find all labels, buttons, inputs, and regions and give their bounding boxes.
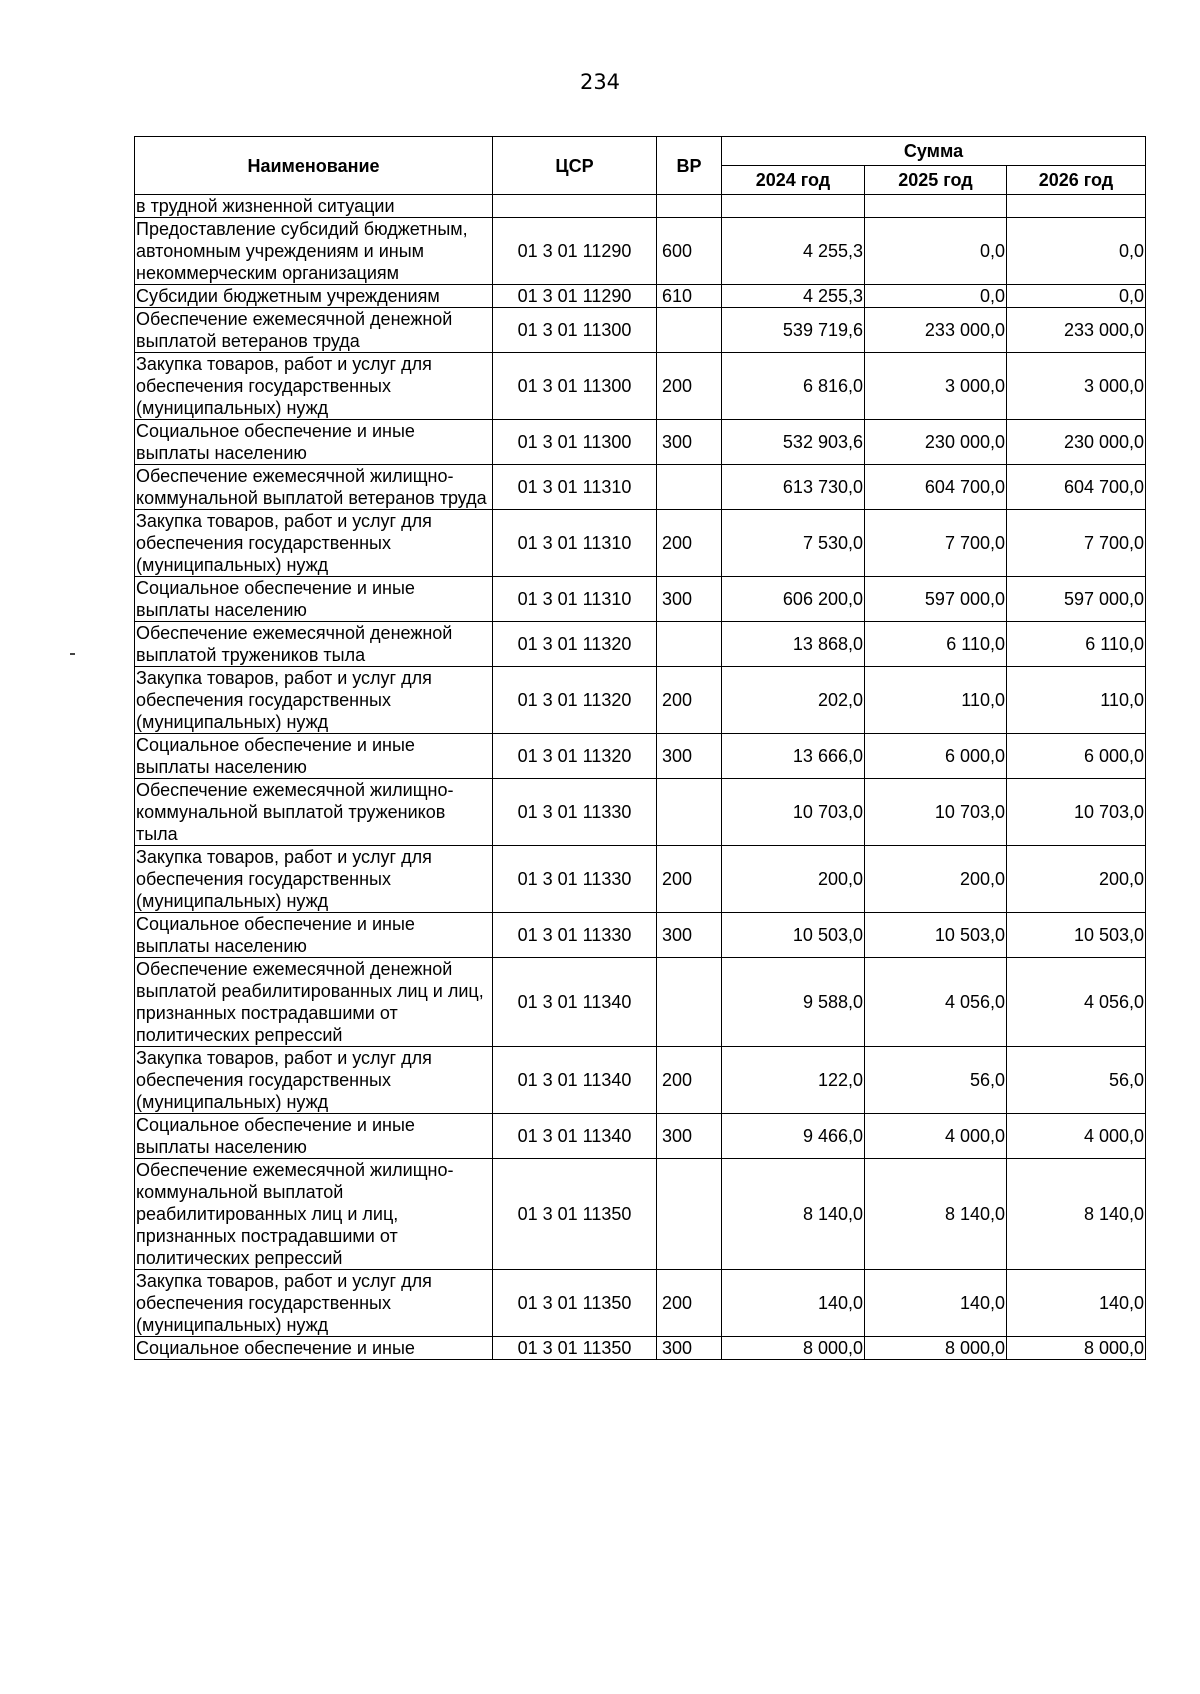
row-name: Закупка товаров, работ и услуг для обеспечения государственных (муниципальных) нужд — [135, 1047, 493, 1114]
table-row — [135, 465, 1146, 510]
row-csr: 01 3 01 11320 — [493, 667, 657, 734]
row-sum-2025: 110,0 — [865, 667, 1007, 734]
row-vr — [657, 308, 722, 353]
row-sum-2026: 4 056,0 — [1007, 958, 1146, 1047]
row-sum-2025: 6 000,0 — [865, 734, 1007, 779]
row-sum-2026: 604 700,0 — [1007, 465, 1146, 510]
table-row — [135, 779, 1146, 846]
table-row — [135, 420, 1146, 465]
table-row — [135, 577, 1146, 622]
row-sum-2024: 13 666,0 — [722, 734, 865, 779]
row-vr — [657, 465, 722, 510]
row-vr: 300 — [657, 1337, 722, 1360]
row-sum-2026 — [1007, 195, 1146, 218]
row-csr: 01 3 01 11290 — [493, 285, 657, 308]
row-name: Обеспечение ежемесячной денежной выплатой ветеранов труда — [135, 308, 493, 353]
row-name: Социальное обеспечение и иные выплаты населению — [135, 913, 493, 958]
table-body — [135, 195, 1146, 1360]
table-row — [135, 734, 1146, 779]
row-sum-2024: 202,0 — [722, 667, 865, 734]
row-csr — [493, 195, 657, 218]
row-name: в трудной жизненной ситуации — [135, 195, 493, 218]
row-name: Субсидии бюджетным учреждениям — [135, 285, 493, 308]
row-name: Обеспечение ежемесячной жилищно-коммунальной выплатой ветеранов труда — [135, 465, 493, 510]
row-vr: 200 — [657, 510, 722, 577]
row-vr: 300 — [657, 420, 722, 465]
table-row — [135, 667, 1146, 734]
row-sum-2024: 532 903,6 — [722, 420, 865, 465]
row-vr: 200 — [657, 1047, 722, 1114]
row-sum-2025: 604 700,0 — [865, 465, 1007, 510]
row-sum-2024: 4 255,3 — [722, 285, 865, 308]
row-sum-2025: 4 056,0 — [865, 958, 1007, 1047]
table-row — [135, 510, 1146, 577]
row-name: Социальное обеспечение и иные выплаты населению — [135, 577, 493, 622]
table-row — [135, 913, 1146, 958]
row-name: Предоставление субсидий бюджетным, автономным учреждениям и иным некоммерческим организациям — [135, 218, 493, 285]
row-sum-2025: 10 503,0 — [865, 913, 1007, 958]
row-name: Социальное обеспечение и иные выплаты населению — [135, 420, 493, 465]
row-name: Социальное обеспечение и иные — [135, 1337, 493, 1360]
row-sum-2024 — [722, 195, 865, 218]
row-sum-2026: 7 700,0 — [1007, 510, 1146, 577]
row-sum-2026: 8 140,0 — [1007, 1159, 1146, 1270]
table-row — [135, 1114, 1146, 1159]
row-sum-2026: 230 000,0 — [1007, 420, 1146, 465]
row-csr: 01 3 01 11330 — [493, 779, 657, 846]
row-csr: 01 3 01 11310 — [493, 465, 657, 510]
table-row — [135, 285, 1146, 308]
row-sum-2026: 0,0 — [1007, 285, 1146, 308]
row-csr: 01 3 01 11300 — [493, 420, 657, 465]
row-csr: 01 3 01 11320 — [493, 622, 657, 667]
row-sum-2026: 6 000,0 — [1007, 734, 1146, 779]
row-sum-2025: 8 140,0 — [865, 1159, 1007, 1270]
row-sum-2025: 0,0 — [865, 218, 1007, 285]
row-sum-2025: 4 000,0 — [865, 1114, 1007, 1159]
row-sum-2026: 56,0 — [1007, 1047, 1146, 1114]
row-csr: 01 3 01 11340 — [493, 958, 657, 1047]
header-name: Наименование — [135, 137, 493, 195]
row-vr — [657, 622, 722, 667]
table-header — [135, 137, 1146, 195]
row-sum-2024: 13 868,0 — [722, 622, 865, 667]
row-vr: 300 — [657, 734, 722, 779]
row-csr: 01 3 01 11350 — [493, 1337, 657, 1360]
row-sum-2024: 9 466,0 — [722, 1114, 865, 1159]
row-sum-2025: 8 000,0 — [865, 1337, 1007, 1360]
row-sum-2026: 0,0 — [1007, 218, 1146, 285]
table-row — [135, 1159, 1146, 1270]
row-vr: 200 — [657, 353, 722, 420]
table-row — [135, 1047, 1146, 1114]
row-name: Социальное обеспечение и иные выплаты населению — [135, 1114, 493, 1159]
row-sum-2024: 10 503,0 — [722, 913, 865, 958]
table-row — [135, 958, 1146, 1047]
row-csr: 01 3 01 11290 — [493, 218, 657, 285]
row-vr — [657, 195, 722, 218]
table-row — [135, 308, 1146, 353]
row-vr: 610 — [657, 285, 722, 308]
row-csr: 01 3 01 11300 — [493, 308, 657, 353]
row-sum-2026: 233 000,0 — [1007, 308, 1146, 353]
header-vr: ВР — [657, 137, 722, 195]
row-sum-2026: 4 000,0 — [1007, 1114, 1146, 1159]
row-sum-2026: 200,0 — [1007, 846, 1146, 913]
row-sum-2025: 200,0 — [865, 846, 1007, 913]
row-sum-2026: 10 503,0 — [1007, 913, 1146, 958]
row-csr: 01 3 01 11320 — [493, 734, 657, 779]
row-sum-2024: 613 730,0 — [722, 465, 865, 510]
row-vr: 600 — [657, 218, 722, 285]
header-year-2025: 2025 год — [865, 166, 1007, 195]
row-csr: 01 3 01 11350 — [493, 1270, 657, 1337]
row-sum-2026: 110,0 — [1007, 667, 1146, 734]
row-vr — [657, 958, 722, 1047]
row-csr: 01 3 01 11330 — [493, 913, 657, 958]
row-sum-2025: 230 000,0 — [865, 420, 1007, 465]
row-sum-2025 — [865, 195, 1007, 218]
row-name: Закупка товаров, работ и услуг для обеспечения государственных (муниципальных) нужд — [135, 510, 493, 577]
row-name: Обеспечение ежемесячной денежной выплатой реабилитированных лиц и лиц, признанных пострадавшими от политических репрессий — [135, 958, 493, 1047]
row-vr: 300 — [657, 577, 722, 622]
row-name: Закупка товаров, работ и услуг для обеспечения государственных (муниципальных) нужд — [135, 667, 493, 734]
row-sum-2025: 0,0 — [865, 285, 1007, 308]
row-sum-2026: 8 000,0 — [1007, 1337, 1146, 1360]
row-csr: 01 3 01 11340 — [493, 1114, 657, 1159]
row-name: Закупка товаров, работ и услуг для обеспечения государственных (муниципальных) нужд — [135, 353, 493, 420]
row-sum-2024: 8 000,0 — [722, 1337, 865, 1360]
row-sum-2026: 3 000,0 — [1007, 353, 1146, 420]
scan-artifact-mark — [70, 653, 75, 655]
row-sum-2024: 6 816,0 — [722, 353, 865, 420]
row-sum-2024: 606 200,0 — [722, 577, 865, 622]
row-sum-2024: 7 530,0 — [722, 510, 865, 577]
row-sum-2025: 140,0 — [865, 1270, 1007, 1337]
row-sum-2025: 233 000,0 — [865, 308, 1007, 353]
row-sum-2024: 539 719,6 — [722, 308, 865, 353]
table-row — [135, 1337, 1146, 1360]
row-name: Обеспечение ежемесячной денежной выплатой тружеников тыла — [135, 622, 493, 667]
page-number: 234 — [579, 70, 621, 94]
row-sum-2025: 597 000,0 — [865, 577, 1007, 622]
row-csr: 01 3 01 11310 — [493, 510, 657, 577]
row-sum-2024: 9 588,0 — [722, 958, 865, 1047]
header-year-2024: 2024 год — [722, 166, 865, 195]
row-name: Социальное обеспечение и иные выплаты населению — [135, 734, 493, 779]
row-sum-2026: 597 000,0 — [1007, 577, 1146, 622]
row-sum-2025: 3 000,0 — [865, 353, 1007, 420]
budget-table — [134, 136, 1146, 1360]
row-vr: 200 — [657, 846, 722, 913]
row-sum-2026: 6 110,0 — [1007, 622, 1146, 667]
row-csr: 01 3 01 11310 — [493, 577, 657, 622]
row-sum-2024: 4 255,3 — [722, 218, 865, 285]
table-row — [135, 195, 1146, 218]
header-year-2026: 2026 год — [1007, 166, 1146, 195]
row-vr: 300 — [657, 913, 722, 958]
row-name: Закупка товаров, работ и услуг для обеспечения государственных (муниципальных) нужд — [135, 846, 493, 913]
row-sum-2026: 10 703,0 — [1007, 779, 1146, 846]
header-sum: Сумма — [722, 137, 1146, 166]
row-csr: 01 3 01 11350 — [493, 1159, 657, 1270]
table-row — [135, 353, 1146, 420]
row-vr: 300 — [657, 1114, 722, 1159]
table-row — [135, 622, 1146, 667]
row-vr — [657, 779, 722, 846]
row-sum-2024: 10 703,0 — [722, 779, 865, 846]
row-sum-2024: 122,0 — [722, 1047, 865, 1114]
row-csr: 01 3 01 11330 — [493, 846, 657, 913]
row-vr: 200 — [657, 667, 722, 734]
header-csr: ЦСР — [493, 137, 657, 195]
row-sum-2025: 56,0 — [865, 1047, 1007, 1114]
row-sum-2025: 7 700,0 — [865, 510, 1007, 577]
row-sum-2024: 8 140,0 — [722, 1159, 865, 1270]
row-csr: 01 3 01 11300 — [493, 353, 657, 420]
table-row — [135, 218, 1146, 285]
row-csr: 01 3 01 11340 — [493, 1047, 657, 1114]
row-sum-2025: 6 110,0 — [865, 622, 1007, 667]
table-row — [135, 846, 1146, 913]
row-name: Обеспечение ежемесячной жилищно-коммунальной выплатой реабилитированных лиц и лиц, признанных пострадавшими от политических репрессий — [135, 1159, 493, 1270]
row-vr: 200 — [657, 1270, 722, 1337]
row-sum-2026: 140,0 — [1007, 1270, 1146, 1337]
row-name: Обеспечение ежемесячной жилищно-коммунальной выплатой тружеников тыла — [135, 779, 493, 846]
table-row — [135, 1270, 1146, 1337]
row-sum-2024: 200,0 — [722, 846, 865, 913]
row-sum-2024: 140,0 — [722, 1270, 865, 1337]
row-name: Закупка товаров, работ и услуг для обеспечения государственных (муниципальных) нужд — [135, 1270, 493, 1337]
row-vr — [657, 1159, 722, 1270]
row-sum-2025: 10 703,0 — [865, 779, 1007, 846]
